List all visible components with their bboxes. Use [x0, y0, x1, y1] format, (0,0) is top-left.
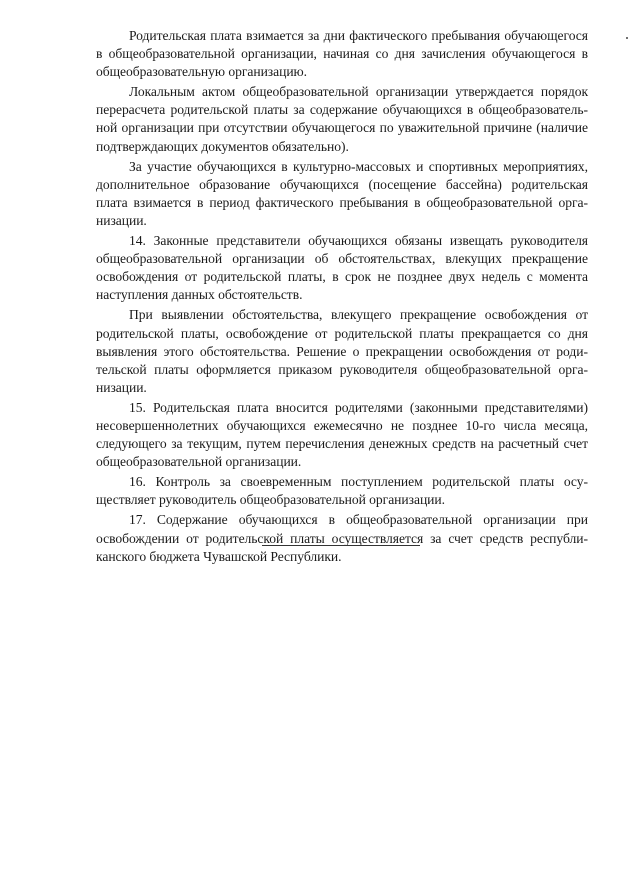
paragraph-16-control: 16. Контроль за своевременным поступлением родительской платы осуществляет руководитель общеобразовательной организации. — [96, 474, 588, 508]
paragraph-fee-charged-days: Родительская плата взимается за дни фактического пребывания обучающегося в общеобразовательной организации, начиная со дня зачисления обучающегося в общеобразовательную организацию. — [96, 28, 588, 80]
document-body — [96, 27, 588, 568]
paragraph-events-participation: За участие обучающихся в культурно-массовых и спортивных мероприятиях, дополнительное образование обучающихся (посещение бассейна) родительская плата взимается в период фактического пребывания в общеобразовательной организации. — [96, 158, 588, 228]
scan-speck — [626, 37, 628, 39]
end-of-document-rule — [262, 545, 420, 546]
paragraph-fee-recalculation: Локальным актом общеобразовательной организации утверждается порядок перерасчета родительской платы за содержание обучающихся в общеобразовательной организации при отсутствии обучающегося по уважительной причине (наличие подтверждающих документов обязательно). — [96, 84, 588, 154]
paragraph-15-payment-deadline: 15. Родительская плата вносится родителями (законными представителями) несовершеннолетних обучающихся ежемесячно не позднее 10-го числа месяца, следующего за текущим, путем перечисления денежных средств на расчетный счет общеобразовательной организации. — [96, 399, 588, 470]
paragraph-14-notification: 14. Законные представители обучающихся обязаны извещать руководителя общеобразовательной организации об обстоятельствах, влекущих прекращение освобождения от родительской платы, в срок не позднее двух недель с момента наступления данных обстоятельств. — [96, 233, 588, 303]
paragraph-17-funding: 17. Содержание обучающихся в общеобразовательной организации при освобождении от родительской платы осуществляется за счет средств республиканского бюджета Чувашской Республики. — [96, 512, 588, 564]
paragraph-exemption-termination: При выявлении обстоятельства, влекущего прекращение освобождения от родительской платы, освобождение от родительской платы прекращается со дня выявления этого обстоятельства. Решение о прекращении освобождения от родительской платы оформляется приказом руководителя общеобразовательной организации. — [96, 307, 588, 395]
